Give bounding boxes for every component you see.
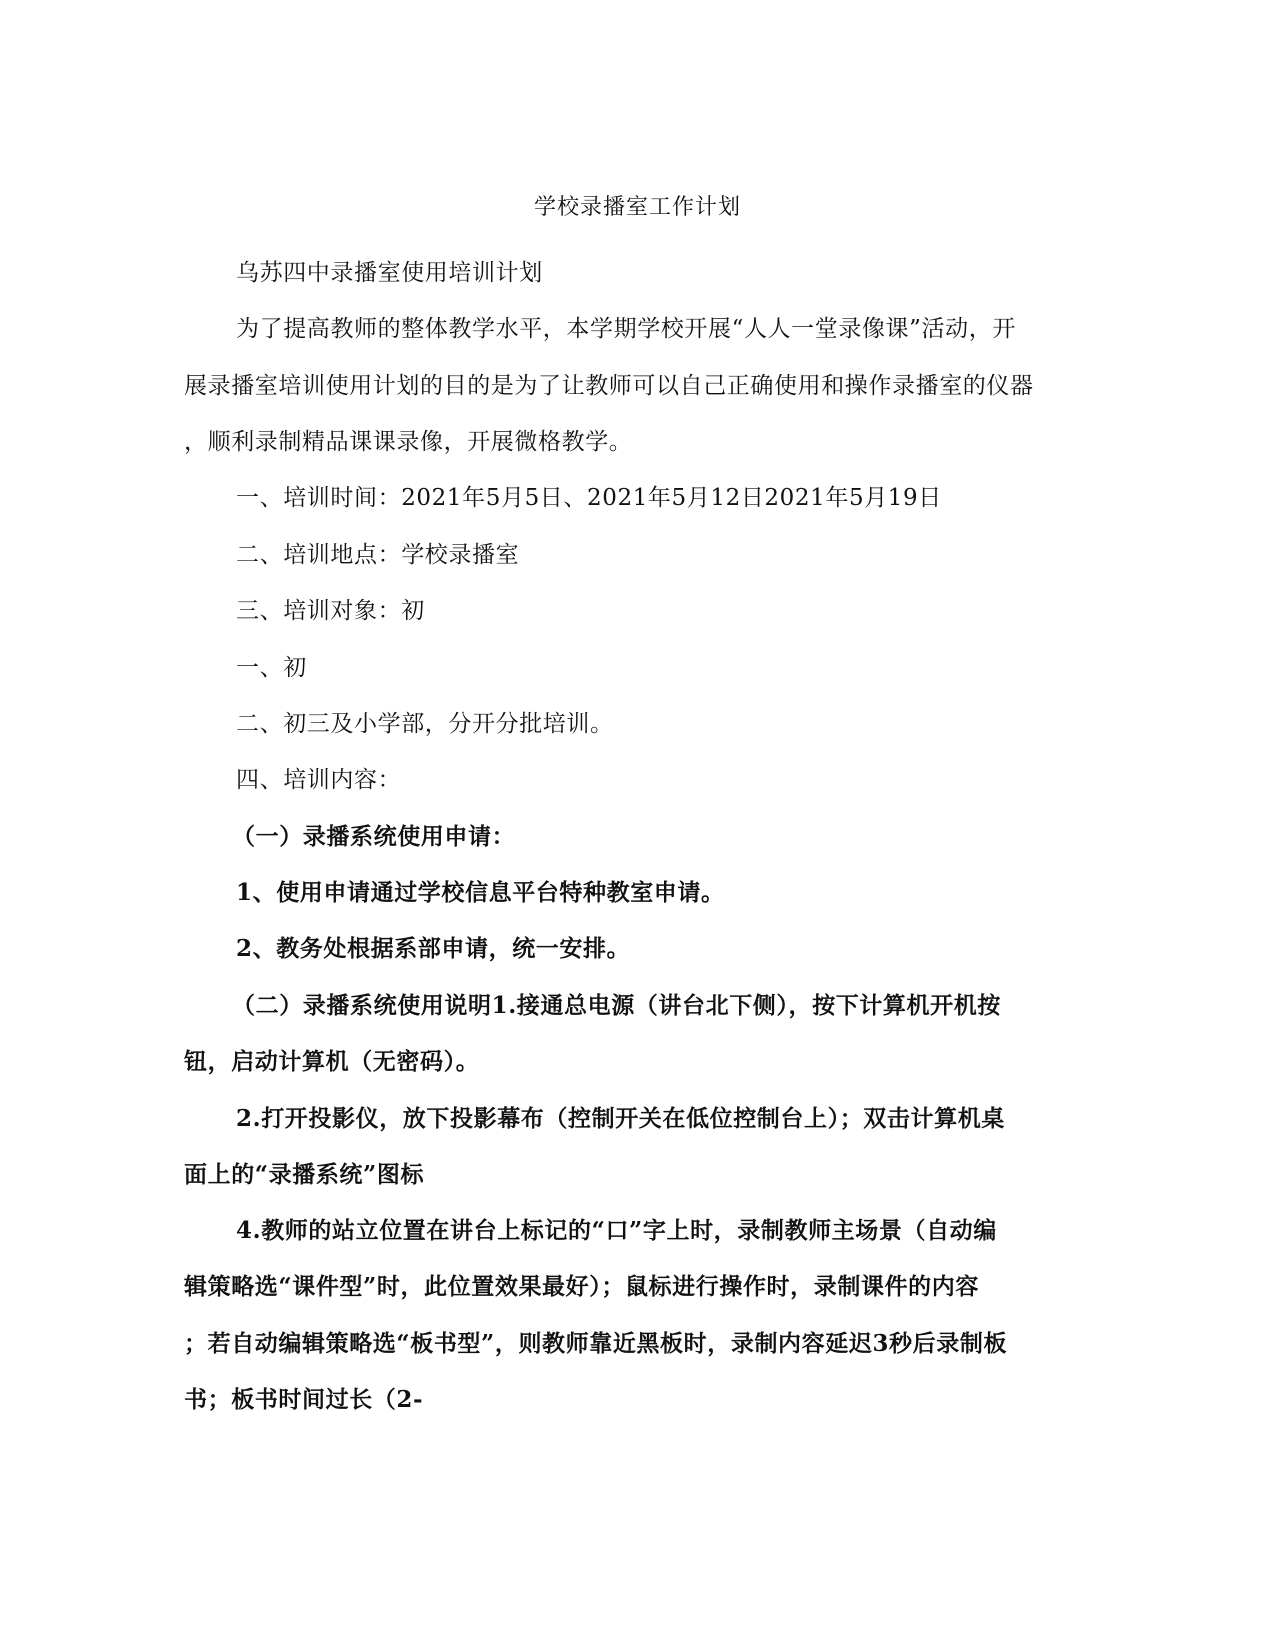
bold-line: 1、使用申请通过学校信息平台特种教室申请。	[236, 879, 725, 906]
training-time-line: 一、培训时间：2021年5月5日、2021年5月12日2021年5月19日	[236, 485, 942, 511]
bold-line: 辑策略选“课件型”时，此位置效果最好）；鼠标进行操作时，录制课件的内容	[184, 1273, 979, 1300]
list-item-line: 二、初三及小学部，分开分批培训。	[236, 711, 614, 737]
bold-line: 4.教师的站立位置在讲台上标记的“口”字上时，录制教师主场景（自动编	[236, 1217, 997, 1244]
list-item-line: 一、初	[236, 655, 307, 681]
bold-line: 2、教务处根据系部申请，统一安排。	[236, 935, 631, 962]
bold-line: 2.打开投影仪，放下投影幕布（控制开关在低位控制台上）；双击计算机桌	[236, 1105, 1005, 1132]
paragraph-line: 为了提高教师的整体教学水平，本学期学校开展“人人一堂录像课”活动，开	[236, 316, 1016, 342]
bold-line: 钮，启动计算机（无密码）。	[184, 1048, 480, 1075]
training-target-line: 三、培训对象：初	[236, 598, 425, 624]
bold-line: ；若自动编辑策略选“板书型”，则教师靠近黑板时，录制内容延迟3秒后录制板	[184, 1330, 1008, 1357]
section-heading: （一）录播系统使用申请：	[232, 823, 516, 850]
paragraph-line: ，顺利录制精品课课录像，开展微格教学。	[184, 429, 633, 455]
document-title: 学校录播室工作计划	[533, 195, 741, 220]
bold-line: （二）录播系统使用说明1.接通总电源（讲台北下侧），按下计算机开机按	[232, 992, 1001, 1019]
paragraph-line: 展录播室培训使用计划的目的是为了让教师可以自己正确使用和操作录播室的仪器	[184, 373, 1034, 399]
subtitle-line: 乌苏四中录播室使用培训计划	[236, 260, 543, 286]
bold-line: 书；板书时间过长（2-	[184, 1386, 424, 1413]
training-content-heading: 四、培训内容：	[236, 767, 402, 793]
training-place-line: 二、培训地点：学校录播室	[236, 542, 520, 568]
bold-line: 面上的“录播系统”图标	[184, 1161, 425, 1188]
